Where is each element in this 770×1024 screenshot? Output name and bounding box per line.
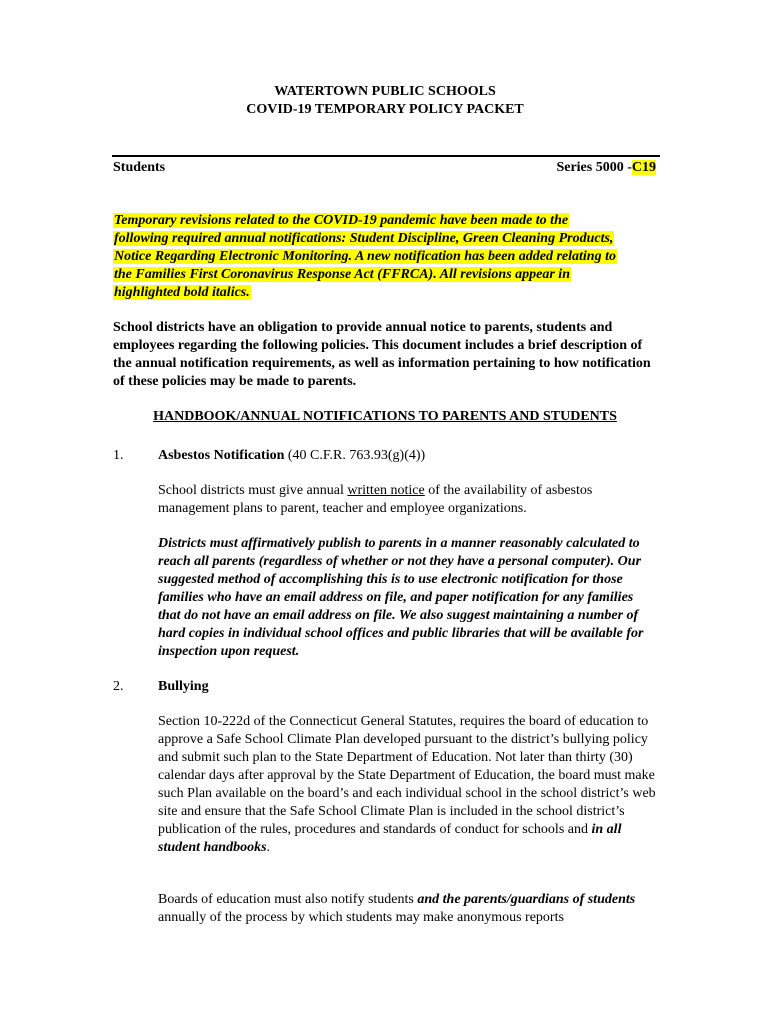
intro-notice [113,212,659,302]
intro-line: Temporary revisions related to the COVID-19 pandemic have been made to the [114,213,569,228]
text-run: Section 10-222d of the Connecticut General Statutes, requires the board of education to approve a Safe School Climate Plan developed pursuant to the district’s bullying policy and submit such plan to the State Department of Education. Not later than thirty (30) calendar days after approval by the State Department of Education, the board must make such Plan available on the board’s and each individual school in the school district’s web site and ensure that the Safe School Climate Plan is included in the school district’s publication of the rules, procedures and standards of conduct for schools and [158,714,656,837]
item-number: 1. [113,448,124,463]
emphasized-text: and the parents/guardians of students [417,892,636,907]
header-rule [112,155,660,157]
item-citation: (40 C.F.R. 763.93(g)(4)) [284,448,426,463]
item-title: Bullying [158,679,209,694]
series-code: C19 [631,160,656,175]
intro-line: the Families First Coronavirus Response Act (FFRCA). All revisions appear in [114,267,570,282]
document-title-line1: WATERTOWN PUBLIC SCHOOLS [274,84,496,99]
item-number: 2. [113,679,124,694]
item1-paragraph1 [158,482,658,518]
item-title: Asbestos Notification [158,448,285,463]
item1-paragraph2: Districts must affirmatively publish to parents in a manner reasonably calculated to reach all parents (regardless of whether or not they have a personal computer). Our suggested method of accomplishing this is to use electronic notification for those families who have an email address on file, and paper notification for any families that do not have an email address on file. We also suggest maintaining a number of hard copies in individual school offices and public libraries that will be available for inspection upon request. [158,536,644,659]
item2-paragraph1 [158,713,658,857]
intro-paragraph: School districts have an obligation to provide annual notice to parents, students and employees regarding the following policies. This document includes a brief description of the annual notification requirements, as well as information pertaining to how notification of these policies may be made to parents. [113,320,651,389]
text-run: annually of the process by which students may make anonymous reports [158,910,564,925]
intro-line: highlighted bold italics. [114,285,250,300]
section-label: Students [113,160,166,175]
text-run: School districts must give annual [158,483,348,498]
emphasized-text: in all student handbooks [158,822,622,855]
intro-line: following required annual notifications: Student Discipline, Green Cleaning Products, [114,231,614,246]
text-run: Boards of education must also notify students [158,892,418,907]
text-run: of the availability of asbestos management plans to parent, teacher and employee organizations. [158,483,593,516]
intro-line: Notice Regarding Electronic Monitoring. A new notification has been added relating to [114,249,616,264]
document-title-line2: COVID-19 TEMPORARY POLICY PACKET [246,102,524,117]
series-prefix: Series 5000 - [556,160,632,175]
text-run: . [266,840,271,855]
underlined-text: written notice [347,483,425,498]
item-heading [158,447,425,465]
item2-paragraph2 [158,891,658,927]
series-label [556,159,656,177]
section-heading: HANDBOOK/ANNUAL NOTIFICATIONS TO PARENTS AND STUDENTS [153,409,617,424]
